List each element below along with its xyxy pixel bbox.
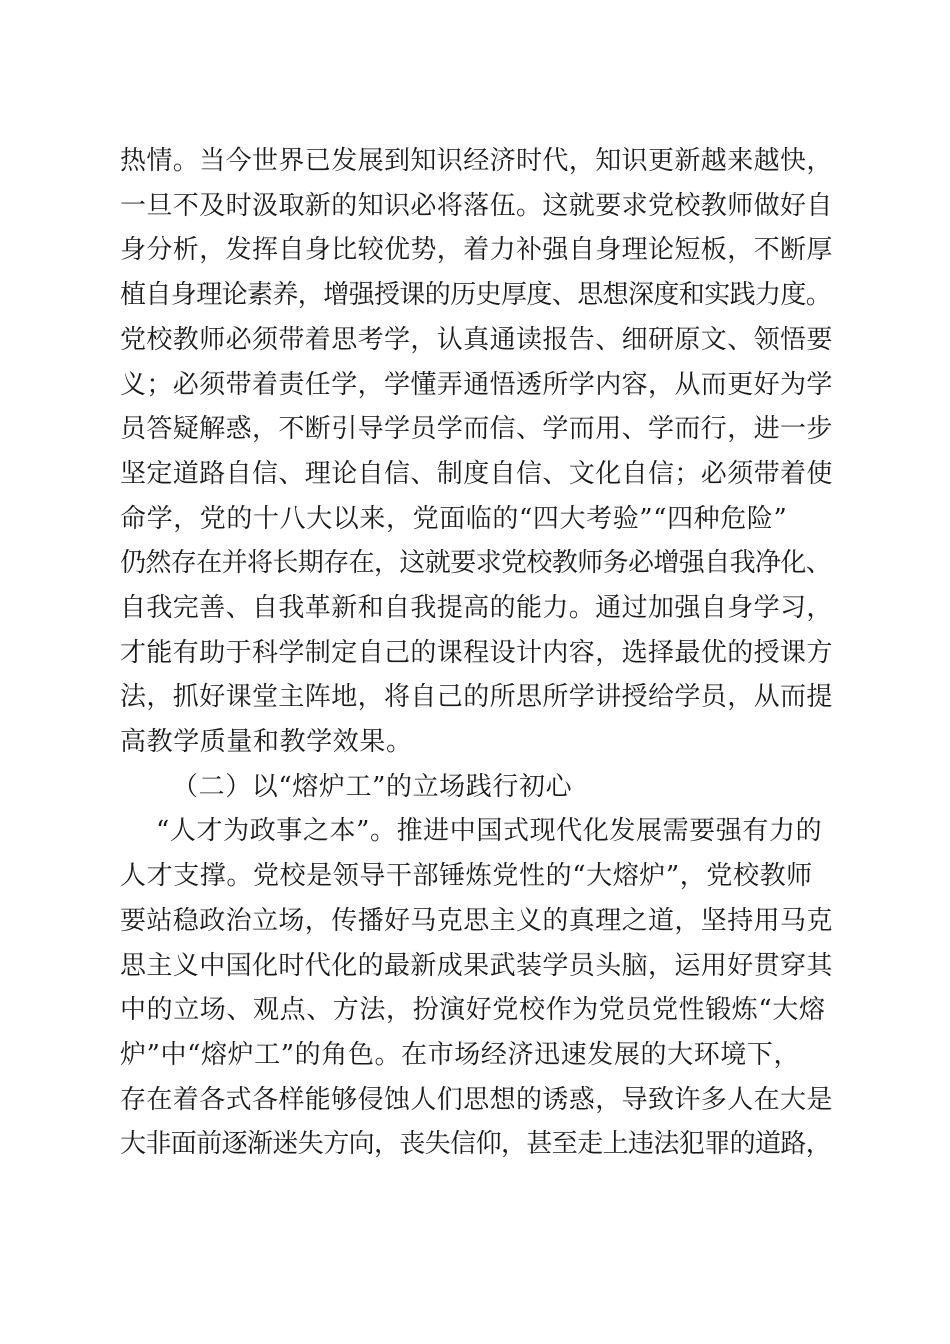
text-line: 党校教师必须带着思考学，认真通读报告、细研原文、领悟要 [120,325,833,355]
text-line: 员答疑解惑，不断引导学员学而信、学而用、学而行，进一步 [120,414,833,444]
text-line: 坚定道路自信、理论自信、制度自信、文化自信；必须带着使 [120,459,833,489]
text-line: 中的立场、观点、方法，扮演好党校作为党员党性锻炼“大熔 [120,995,826,1025]
text-line: 自我完善、自我革新和自我提高的能力。通过加强自身学习， [120,593,833,623]
text-line: 大非面前逐渐迷失方向，丧失信仰，甚至走上违法犯罪的道路， [120,1129,832,1159]
text-line: 仍然存在并将长期存在，这就要求党校教师务必增强自我净化、 [120,548,832,578]
text-line: “人才为政事之本”。推进中国式现代化发展需要强有力的 [156,816,823,846]
text-line: 命学，党的十八大以来，党面临的“四大考验”“四种危险” [120,504,788,534]
text-line: 法，抓好课堂主阵地，将自己的所思所学讲授给学员，从而提 [120,682,833,712]
text-line: 身分析，发挥自身比较优势，着力补强自身理论短板，不断厚 [120,235,833,265]
text-line: 存在着各式各样能够侵蚀人们思想的诱惑，导致许多人在大是 [120,1085,833,1115]
text-line: 思主义中国化时代化的最新成果武装学员头脑，运用好贯穿其 [120,951,833,981]
text-line: 炉”中“熔炉工”的角色。在市场经济迅速发展的大环境下， [120,1040,801,1070]
text-line: 要站稳政治立场，传播好马克思主义的真理之道，坚持用马克 [120,906,833,936]
text-line: 高教学质量和教学效果。 [120,727,413,757]
text-line: 才能有助于科学制定自己的课程设计内容，选择最优的授课方 [120,638,833,668]
section-heading: （二）以“熔炉工”的立场践行初心 [172,772,573,802]
text-line: 热情。当今世界已发展到知识经济时代，知识更新越来越快， [120,146,833,176]
text-line: 一旦不及时汲取新的知识必将落伍。这就要求党校教师做好自 [120,191,833,221]
text-line: 人才支撑。党校是领导干部锤炼党性的“大熔炉”，党校教师 [120,861,813,891]
text-line: 义；必须带着责任学，学懂弄通悟透所学内容，从而更好为学 [120,370,833,400]
text-line: 植自身理论素养，增强授课的历史厚度、思想深度和实践力度。 [120,280,832,310]
